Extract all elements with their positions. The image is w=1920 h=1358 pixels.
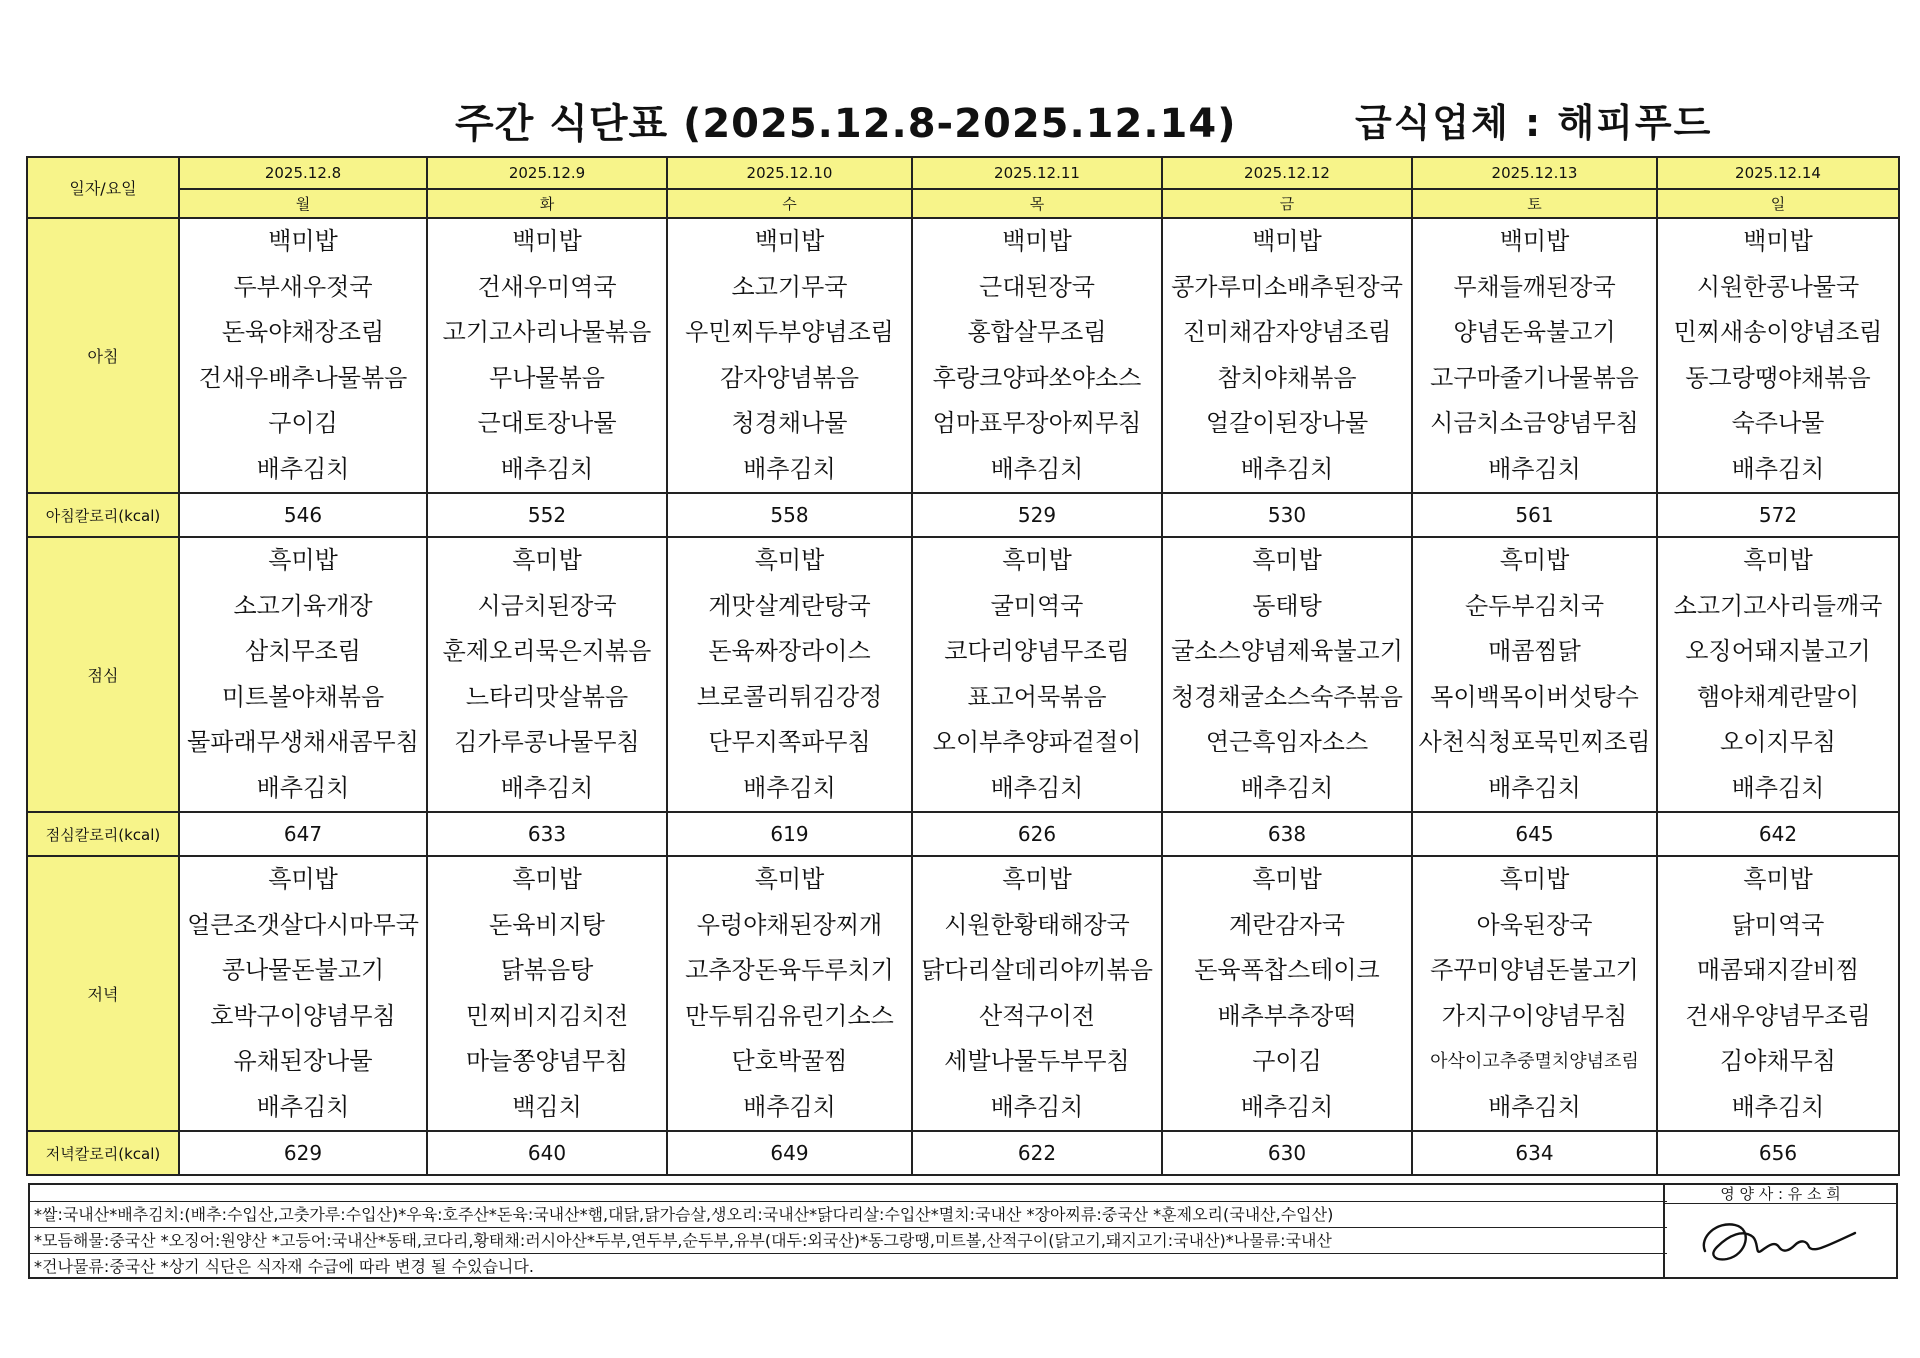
calorie-value: 626 xyxy=(912,812,1162,856)
date-header: 2025.12.13 xyxy=(1412,157,1657,189)
calorie-value: 561 xyxy=(1412,493,1657,537)
calorie-value: 645 xyxy=(1412,812,1657,856)
menu-item: 배추김치 xyxy=(1240,773,1334,802)
day-of-week-header: 토 xyxy=(1412,189,1657,218)
signature-box xyxy=(1663,1185,1896,1277)
date-header: 2025.12.14 xyxy=(1657,157,1899,189)
menu-item: 굴소스양념제육불고기 xyxy=(1171,637,1403,665)
menu-item: 배추김치 xyxy=(743,454,836,483)
menu-item: 마늘쫑양념무침 xyxy=(465,1047,629,1075)
menu-item: 콩가루미소배추된장국 xyxy=(1171,272,1403,301)
menu-item: 백미밥 xyxy=(754,227,825,255)
menu-item: 구이김 xyxy=(268,409,338,437)
menu-item: 삼치무조림 xyxy=(245,637,361,665)
menu-item: 배추김치 xyxy=(1731,773,1825,802)
handwritten-signature xyxy=(1695,1207,1865,1271)
menu-item: 흑미밥 xyxy=(754,865,825,893)
menu-item: 두부새우젓국 xyxy=(233,272,373,301)
menu-item: 배추김치 xyxy=(990,454,1084,483)
calorie-value: 649 xyxy=(667,1131,912,1175)
menu-item: 백미밥 xyxy=(1252,227,1322,255)
menu-cell xyxy=(179,856,427,1131)
menu-cell xyxy=(1162,856,1412,1131)
calorie-label: 아침칼로리(kcal) xyxy=(27,493,179,537)
menu-item: 배추김치 xyxy=(1488,1092,1581,1121)
calorie-value: 647 xyxy=(179,812,427,856)
menu-item: 무채들깨된장국 xyxy=(1453,272,1616,301)
menu-item: 흑미밥 xyxy=(1743,865,1813,893)
menu-item: 배추김치 xyxy=(743,773,836,802)
menu-cell xyxy=(427,537,667,812)
menu-cell xyxy=(667,856,912,1131)
menu-item: 시원한황태해장국 xyxy=(944,910,1130,939)
menu-item: 배추김치 xyxy=(256,773,350,802)
menu-item: 무나물볶음 xyxy=(489,363,605,392)
menu-item: 고추장돈육두루치기 xyxy=(685,956,894,984)
calorie-value: 642 xyxy=(1657,812,1899,856)
calorie-value: 622 xyxy=(912,1131,1162,1175)
day-of-week-header: 수 xyxy=(667,189,912,218)
calorie-value: 529 xyxy=(912,493,1162,537)
calorie-value: 640 xyxy=(427,1131,667,1175)
calorie-value: 638 xyxy=(1162,812,1412,856)
menu-item: 단호박꿀찜 xyxy=(731,1047,848,1075)
menu-item: 시원한콩나물국 xyxy=(1696,272,1860,301)
menu-item: 흑미밥 xyxy=(512,865,582,893)
menu-item: 민찌비지김치전 xyxy=(465,1001,629,1030)
menu-item: 건새우양념무조림 xyxy=(1685,1001,1871,1030)
menu-item: 닭미역국 xyxy=(1731,910,1825,939)
menu-item: 흑미밥 xyxy=(268,865,338,893)
menu-item: 만두튀김유린기소스 xyxy=(685,1001,894,1030)
menu-item: 흑미밥 xyxy=(1743,546,1813,574)
menu-item: 민찌새송이양념조림 xyxy=(1673,318,1883,346)
origin-note-line: *건나물류:중국산 *상기 식단은 식자재 수급에 따라 변경 될 수있습니다. xyxy=(30,1253,1667,1279)
menu-item: 햄야채계란말이 xyxy=(1696,682,1860,711)
menu-item: 가지구이양념무침 xyxy=(1441,1001,1628,1030)
meal-label: 아침 xyxy=(27,218,179,493)
calorie-value: 634 xyxy=(1412,1131,1657,1175)
menu-item: 홍합살무조림 xyxy=(967,318,1107,346)
menu-item: 배추김치 xyxy=(1240,1092,1334,1121)
menu-item: 숙주나물 xyxy=(1731,409,1825,437)
menu-item: 배추부추장떡 xyxy=(1217,1001,1357,1030)
menu-item: 백미밥 xyxy=(1743,227,1813,255)
origin-notes xyxy=(30,1201,1667,1279)
day-of-week-header: 화 xyxy=(427,189,667,218)
vendor-name: 급식업체 : 해피푸드 xyxy=(1355,101,1713,145)
menu-item: 세발나물두부무침 xyxy=(944,1047,1130,1075)
menu-item: 진미채감자양념조림 xyxy=(1182,318,1392,346)
menu-item: 얼큰조갯살다시마무국 xyxy=(187,910,419,939)
menu-item: 소고기고사리들깨국 xyxy=(1673,591,1883,620)
menu-item: 시금치소금양념무침 xyxy=(1430,409,1639,437)
menu-item: 배추김치 xyxy=(990,773,1084,802)
menu-cell xyxy=(1412,856,1657,1131)
date-header: 2025.12.10 xyxy=(667,157,912,189)
menu-cell xyxy=(179,218,427,493)
menu-item: 계란감자국 xyxy=(1229,910,1345,939)
menu-item: 얼갈이된장나물 xyxy=(1205,409,1369,437)
menu-item: 훈제오리묵은지볶음 xyxy=(442,637,652,665)
menu-item: 유채된장나물 xyxy=(233,1047,373,1075)
menu-item: 오이부추양파겉절이 xyxy=(932,728,1142,756)
calorie-value: 552 xyxy=(427,493,667,537)
menu-item: 백미밥 xyxy=(512,227,582,255)
menu-item: 동그랑땡야채볶음 xyxy=(1685,363,1871,392)
menu-item: 배추김치 xyxy=(1240,454,1334,483)
menu-item: 오이지무침 xyxy=(1720,728,1836,756)
menu-item: 미트볼야채볶음 xyxy=(221,682,385,711)
menu-item: 흑미밥 xyxy=(1252,865,1322,893)
menu-item: 청경채굴소스숙주볶음 xyxy=(1171,682,1403,711)
menu-item: 엄마표무장아찌무침 xyxy=(932,409,1142,437)
menu-cell xyxy=(427,218,667,493)
menu-item: 후랑크양파쏘야소스 xyxy=(932,363,1142,392)
menu-cell xyxy=(1162,218,1412,493)
page-header xyxy=(0,92,1920,152)
menu-item: 산적구이전 xyxy=(979,1001,1095,1030)
menu-item: 백김치 xyxy=(512,1092,582,1121)
menu-cell xyxy=(1412,537,1657,812)
calorie-value: 633 xyxy=(427,812,667,856)
menu-item: 배추김치 xyxy=(990,1092,1084,1121)
calorie-value: 572 xyxy=(1657,493,1899,537)
menu-item: 우민찌두부양념조림 xyxy=(685,318,894,346)
menu-cell xyxy=(667,218,912,493)
menu-item: 배추김치 xyxy=(1488,454,1581,483)
menu-cell xyxy=(1657,537,1899,812)
menu-item: 순두부김치국 xyxy=(1464,591,1605,620)
menu-item: 브로콜리튀김강정 xyxy=(696,682,883,711)
menu-item: 배추김치 xyxy=(500,454,594,483)
menu-item: 소고기육개장 xyxy=(233,591,373,620)
menu-item: 흑미밥 xyxy=(512,546,582,574)
menu-item: 김야채무침 xyxy=(1720,1047,1836,1075)
menu-item: 참치야채볶음 xyxy=(1217,363,1357,392)
menu-item: 느타리맛살볶음 xyxy=(465,682,629,711)
menu-item: 고기고사리나물볶음 xyxy=(442,318,652,346)
menu-cell xyxy=(1162,537,1412,812)
menu-item: 감자양념볶음 xyxy=(719,363,860,392)
menu-item: 백미밥 xyxy=(1002,227,1072,255)
menu-item: 돈육폭찹스테이크 xyxy=(1194,956,1380,984)
menu-item: 물파래무생채새콤무침 xyxy=(187,728,419,756)
day-of-week-header: 월 xyxy=(179,189,427,218)
menu-item: 흑미밥 xyxy=(1499,865,1570,893)
menu-item: 백미밥 xyxy=(1499,227,1570,255)
menu-item: 김가루콩나물무침 xyxy=(454,728,640,756)
calorie-label: 점심칼로리(kcal) xyxy=(27,812,179,856)
menu-item: 흑미밥 xyxy=(268,546,338,574)
calorie-value: 558 xyxy=(667,493,912,537)
menu-item: 배추김치 xyxy=(1731,1092,1825,1121)
page-title: 주간 식단표 (2025.12.8-2025.12.14) xyxy=(455,101,1237,147)
menu-cell xyxy=(1412,218,1657,493)
menu-item: 흑미밥 xyxy=(1002,865,1072,893)
menu-item: 청경채나물 xyxy=(731,409,848,437)
menu-item: 배추김치 xyxy=(256,1092,350,1121)
date-day-header: 일자/요일 xyxy=(27,157,179,218)
calorie-value: 619 xyxy=(667,812,912,856)
date-header: 2025.12.8 xyxy=(179,157,427,189)
menu-item: 건새우미역국 xyxy=(477,272,617,301)
menu-item: 흑미밥 xyxy=(1002,546,1072,574)
menu-item: 시금치된장국 xyxy=(477,591,617,620)
menu-item: 콩나물돈불고기 xyxy=(221,956,385,984)
menu-item: 매콤돼지갈비찜 xyxy=(1696,956,1860,984)
menu-item: 표고어묵볶음 xyxy=(967,682,1107,711)
date-header: 2025.12.11 xyxy=(912,157,1162,189)
menu-item: 게맛살계란탕국 xyxy=(708,591,871,620)
menu-item: 흑미밥 xyxy=(1499,546,1570,574)
menu-item: 돈육짜장라이스 xyxy=(708,637,871,665)
menu-item: 돈육야채장조림 xyxy=(221,318,385,346)
menu-cell xyxy=(179,537,427,812)
day-of-week-header: 금 xyxy=(1162,189,1412,218)
menu-item: 고구마줄기나물볶음 xyxy=(1430,363,1639,392)
meal-label: 저녁 xyxy=(27,856,179,1131)
menu-item: 돈육비지탕 xyxy=(489,910,605,939)
menu-item: 근대토장나물 xyxy=(477,409,617,437)
menu-cell xyxy=(667,537,912,812)
menu-item: 우렁야채된장찌개 xyxy=(696,910,883,939)
menu-item: 배추김치 xyxy=(1731,454,1825,483)
menu-item: 배추김치 xyxy=(500,773,594,802)
menu-cell xyxy=(912,856,1162,1131)
menu-cell xyxy=(1657,856,1899,1131)
menu-item: 근대된장국 xyxy=(979,272,1095,301)
menu-item: 매콤찜닭 xyxy=(1488,637,1581,665)
menu-item: 닭볶음탕 xyxy=(500,956,594,984)
menu-item: 배추김치 xyxy=(1488,773,1581,802)
menu-item: 구이김 xyxy=(1252,1047,1322,1075)
menu-item: 주꾸미양념돈불고기 xyxy=(1430,956,1639,984)
menu-item: 배추김치 xyxy=(256,454,350,483)
day-of-week-header: 일 xyxy=(1657,189,1899,218)
menu-item: 목이백목이버섯탕수 xyxy=(1430,682,1639,711)
menu-item: 호박구이양념무침 xyxy=(210,1001,396,1030)
weekly-menu-table xyxy=(26,156,1900,1176)
menu-item: 사천식청포묵민찌조림 xyxy=(1418,728,1651,756)
menu-cell xyxy=(912,537,1162,812)
calorie-label: 저녁칼로리(kcal) xyxy=(27,1131,179,1175)
calorie-value: 656 xyxy=(1657,1131,1899,1175)
menu-item: 양념돈육불고기 xyxy=(1453,318,1616,346)
origin-note-line: *모듬해물:중국산 *오징어:원양산 *고등어:국내산*동태,코다리,황태채:러시아산*두부,연두부,순두부,유부(대두:외국산)*동그랑땡,미트볼,산적구이(닭고기,돼지고기:국내산)*나물류:국내산 xyxy=(30,1227,1667,1253)
menu-item: 아삭이고추중멸치양념조림 xyxy=(1430,1051,1639,1072)
menu-item: 흑미밥 xyxy=(1252,546,1322,574)
menu-item: 연근흑임자소스 xyxy=(1205,728,1369,756)
menu-item: 닭다리살데리야끼볶음 xyxy=(921,956,1153,984)
menu-item: 건새우배추나물볶음 xyxy=(198,363,408,392)
menu-item: 동태탕 xyxy=(1252,591,1322,620)
calorie-value: 546 xyxy=(179,493,427,537)
dietitian-label: 영 양 사 : 유 소 희 xyxy=(1665,1185,1896,1204)
menu-item: 백미밥 xyxy=(268,227,338,255)
menu-cell xyxy=(1657,218,1899,493)
footer xyxy=(28,1183,1898,1279)
calorie-value: 629 xyxy=(179,1131,427,1175)
date-header: 2025.12.12 xyxy=(1162,157,1412,189)
menu-item: 코다리양념무조림 xyxy=(944,637,1130,665)
menu-cell xyxy=(912,218,1162,493)
date-header: 2025.12.9 xyxy=(427,157,667,189)
meal-label: 점심 xyxy=(27,537,179,812)
calorie-value: 630 xyxy=(1162,1131,1412,1175)
day-of-week-header: 목 xyxy=(912,189,1162,218)
origin-note-line: *쌀:국내산*배추김치:(배추:수입산,고춧가루:수입산)*우육:호주산*돈육:국내산*햄,대닭,닭가슴살,생오리:국내산*닭다리살:수입산*멸치:국내산 *장아찌류:중국산 *훈제오리(국내산,수입산) xyxy=(30,1201,1667,1227)
menu-item: 오징어돼지불고기 xyxy=(1685,637,1871,665)
menu-item: 배추김치 xyxy=(743,1092,836,1121)
menu-item: 아욱된장국 xyxy=(1476,910,1593,939)
menu-item: 단무지쪽파무침 xyxy=(708,728,871,756)
menu-cell xyxy=(427,856,667,1131)
menu-item: 흑미밥 xyxy=(754,546,825,574)
calorie-value: 530 xyxy=(1162,493,1412,537)
menu-item: 소고기무국 xyxy=(731,272,848,301)
menu-item: 굴미역국 xyxy=(990,591,1084,620)
